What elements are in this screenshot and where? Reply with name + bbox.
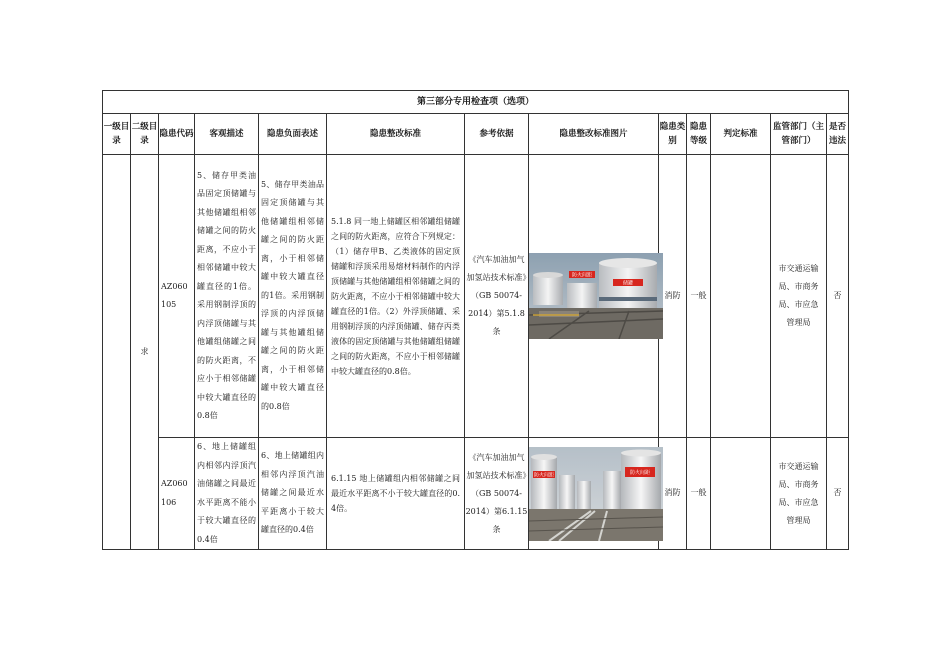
header-image: 隐患整改标准图片 (529, 114, 659, 155)
image-label: 储罐 (622, 280, 634, 287)
header-level1: 一级目录 (103, 114, 131, 155)
image-label: 防火间距 (629, 469, 651, 476)
rectification-standard: 5.1.8 同一地上储罐区相邻罐组储罐之间的防火距离，应符合下列规定：（1）储存甲B、乙类液体的固定顶储罐和浮顶采用易熔材料制作的内浮顶储罐与其他储罐组相邻储罐之间的防火距离，不应小于相邻储罐中较大罐直径的1倍。（2）外浮顶储罐、采用钢制浮顶的内浮顶储罐、储存丙类液体的固定顶储罐与其他储罐组储罐之间的防火距离，不应小于相邻储罐中较大罐直径的0.8倍。 (327, 155, 465, 438)
table-title: 第三部分专用检查项（选项） (103, 91, 849, 114)
tank-farm-photo (529, 253, 663, 339)
table-row (103, 438, 849, 550)
header-illegal: 是否违法 (827, 114, 849, 155)
header-criteria: 判定标准 (711, 114, 771, 155)
header-basis: 参考依据 (465, 114, 529, 155)
hazard-grade: 一般 (687, 155, 711, 438)
judgment-criteria (711, 438, 771, 550)
hazard-grade: 一般 (687, 438, 711, 550)
objective-description: 6、地上储罐组内相邻内浮顶汽油储罐之间最近水平距离不能小于较大罐直径的0.4倍 (195, 438, 259, 550)
table-row (103, 155, 849, 438)
standard-image-cell (529, 155, 659, 438)
header-grade: 隐患等级 (687, 114, 711, 155)
rectification-standard: 6.1.15 地上储罐组内相邻储罐之间最近水平距离不小于较大罐直径的0.4倍。 (327, 438, 465, 550)
header-category: 隐患类别 (659, 114, 687, 155)
level2-cell: 求 (131, 155, 159, 550)
inspection-table (102, 90, 849, 550)
inspection-table-container (102, 90, 848, 550)
hazard-code: AZ060105 (159, 155, 195, 438)
hazard-code: AZ060106 (159, 438, 195, 550)
reference-basis: 《汽车加油加气加氢站技术标准》（GB 50074-2014）第5.1.8条 (465, 155, 529, 438)
regulator-dept: 市交通运输局、市商务局、市应急管理局 (771, 438, 827, 550)
negative-statement: 5、储存甲类油品固定顶储罐与其他储罐组相邻储罐之间的防火距离，小于相邻储罐中较大罐直径的1倍。采用钢制浮顶的内浮顶储罐与其他罐组储罐之间的防火距离，小于相邻储罐中较大罐直径的0.8倍 (259, 155, 327, 438)
header-level2: 二级目录 (131, 114, 159, 155)
header-dept: 监管部门（主管部门） (771, 114, 827, 155)
hazard-category: 消防 (659, 155, 687, 438)
is-illegal: 否 (827, 155, 849, 438)
standard-image-cell (529, 438, 659, 550)
judgment-criteria (711, 155, 771, 438)
header-negative: 隐患负面表述 (259, 114, 327, 155)
negative-statement: 6、地上储罐组内相邻内浮顶汽油储罐之间最近水平距离小于较大罐直径的0.4倍 (259, 438, 327, 550)
tank-farm-photo (529, 447, 663, 541)
header-objective: 客观描述 (195, 114, 259, 155)
hazard-category: 消防 (659, 438, 687, 550)
level1-cell (103, 155, 131, 550)
header-standard: 隐患整改标准 (327, 114, 465, 155)
is-illegal: 否 (827, 438, 849, 550)
objective-description: 5、储存甲类油品固定顶储罐与其他储罐组相邻储罐之间的防火距离，不应小于相邻储罐中较大罐直径的1倍。采用钢制浮顶的内浮顶储罐与其他罐组储罐之间的防火距离，不应小于相邻储罐中较大罐直径的0.8倍 (195, 155, 259, 438)
image-label: 防火间距 (533, 472, 555, 478)
regulator-dept: 市交通运输局、市商务局、市应急管理局 (771, 155, 827, 438)
image-label: 防火间距 (571, 272, 593, 279)
header-code: 隐患代码 (159, 114, 195, 155)
reference-basis: 《汽车加油加气加氢站技术标准》（GB 50074-2014）第6.1.15条 (465, 438, 529, 550)
